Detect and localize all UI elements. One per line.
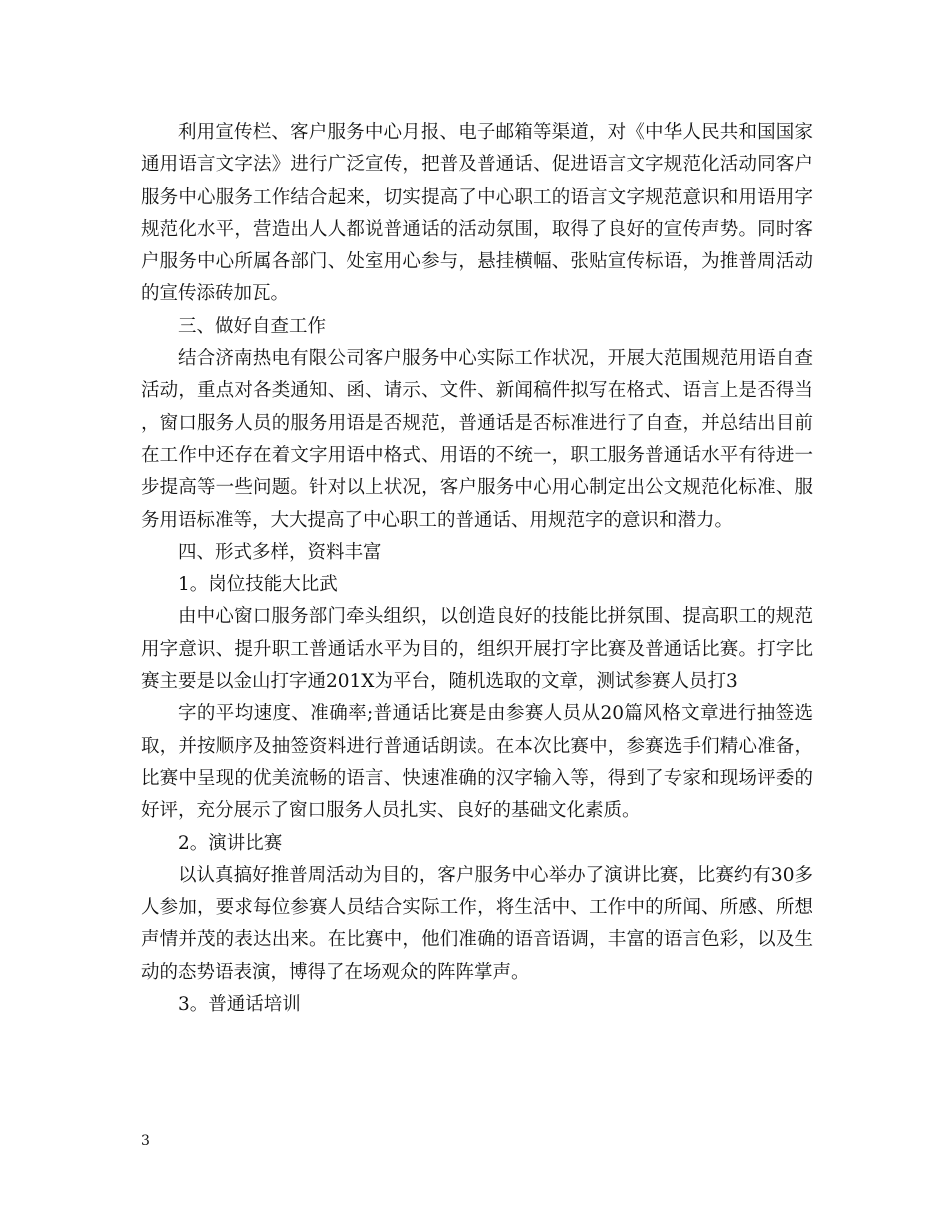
subheading-mandarin-training: 3。普通话培训 xyxy=(178,994,301,1016)
subheading-skills-contest: 1。岗位技能大比武 xyxy=(178,574,338,596)
section-heading-diverse-forms: 四、形式多样，资料丰富 xyxy=(178,541,382,563)
paragraph-contest-results: 字的平均速度、准确率;普通话比赛是由参赛人员从20篇风格文章进行抽签选取，并按顺序及抽签资料进行普通话朗读。在本次比赛中，参赛选手们精心准备，比赛中呈现的优美流畅的语言、快速准确的汉字输入等，得到了专家和现场评委的好评，充分展示了窗口服务人员扎实、良好的基础文化素质。 xyxy=(141,703,813,822)
subheading-speech-contest: 2。演讲比赛 xyxy=(178,832,283,854)
paragraph-skills-contest: 由中心窗口服务部门牵头组织，以创造良好的技能比拼氛围、提高职工的规范用字意识、提升职工普通话水平为目的，组织开展打字比赛及普通话比赛。打字比赛主要是以金山打字通201X为平台，随机选取的文章，测试参赛人员打3 xyxy=(141,606,813,693)
section-heading-self-check: 三、做好自查工作 xyxy=(178,315,327,337)
page-number: 3 xyxy=(141,1133,150,1149)
document-body xyxy=(141,117,813,1021)
paragraph-publicity: 利用宣传栏、客户服务中心月报、电子邮箱等渠道，对《中华人民共和国国家通用语言文字法》进行广泛宣传，把普及普通话、促进语言文字规范化活动同客户服务中心服务工作结合起来，切实提高了中心职工的语言文字规范意识和用语用字规范化水平，营造出人人都说普通话的活动氛围，取得了良好的宣传声势。同时客户服务中心所属各部门、处室用心参与，悬挂横幅、张贴宣传标语，为推普周活动的宣传添砖加瓦。 xyxy=(141,122,813,305)
paragraph-self-check: 结合济南热电有限公司客户服务中心实际工作状况，开展大范围规范用语自查活动，重点对各类通知、函、请示、文件、新闻稿件拟写在格式、语言上是否得当，窗口服务人员的服务用语是否规范，普通话是否标准进行了自查，并总结出目前在工作中还存在着文字用语中格式、用语的不统一，职工服务普通话水平有待进一步提高等一些问题。针对以上状况，客户服务中心用心制定出公文规范化标准、服务用语标准等，大大提高了中心职工的普通话、用规范字的意识和潜力。 xyxy=(141,348,813,531)
paragraph-speech-contest: 以认真搞好推普周活动为目的，客户服务中心举办了演讲比赛，比赛约有30多人参加，要求每位参赛人员结合实际工作，将生活中、工作中的所闻、所感、所想声情并茂的表达出来。在比赛中，他们准确的语音语调，丰富的语言色彩，以及生动的态势语表演，博得了在场观众的阵阵掌声。 xyxy=(141,864,813,983)
